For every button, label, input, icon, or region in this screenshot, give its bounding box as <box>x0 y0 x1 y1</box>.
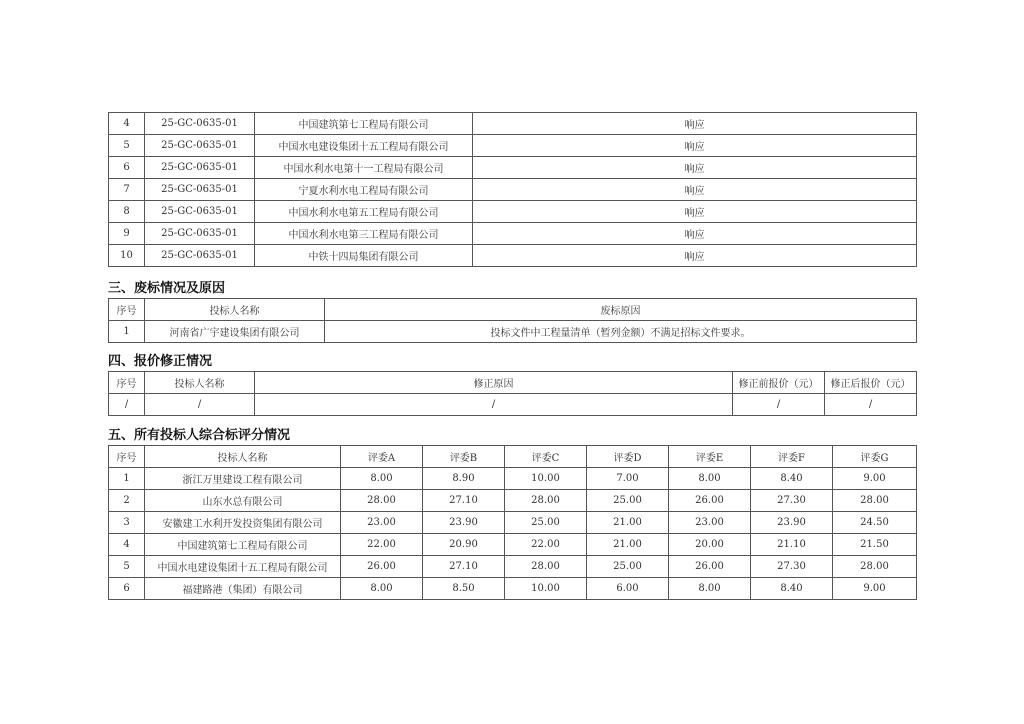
table-cell: 评委C <box>505 446 587 468</box>
table-row <box>109 113 917 135</box>
table-cell: 10 <box>109 245 145 267</box>
table-cell: 1 <box>109 468 145 490</box>
table-cell: 28.00 <box>833 556 917 578</box>
table-cell: 序号 <box>109 299 145 321</box>
table-cell: 20.90 <box>423 534 505 556</box>
table-row <box>109 490 917 512</box>
table-cell: 浙江万里建设工程有限公司 <box>145 468 341 490</box>
table-cell: 投标人名称 <box>145 372 255 394</box>
table-cell: 9.00 <box>833 578 917 600</box>
table-cell: / <box>255 394 733 416</box>
table-cell: 安徽建工水利开发投资集团有限公司 <box>145 512 341 534</box>
table-row <box>109 394 917 416</box>
table-cell: 响应 <box>473 113 917 135</box>
section4-heading: 四、报价修正情况 <box>108 354 213 369</box>
table-row <box>109 468 917 490</box>
table-cell: 评委A <box>341 446 423 468</box>
table-cell: 5 <box>109 135 145 157</box>
price-correction-table-body <box>109 372 917 416</box>
table-cell: 河南省广宇建设集团有限公司 <box>145 321 325 343</box>
table-cell: 中国建筑第七工程局有限公司 <box>145 534 341 556</box>
table-cell: 中国水利水电第十一工程局有限公司 <box>255 157 473 179</box>
table-cell: 评委G <box>833 446 917 468</box>
table-cell: 8.50 <box>423 578 505 600</box>
table-row <box>109 157 917 179</box>
table-cell: 28.00 <box>833 490 917 512</box>
table-cell: 23.00 <box>341 512 423 534</box>
table-cell: 26.00 <box>669 556 751 578</box>
table-cell: 23.90 <box>751 512 833 534</box>
table-cell: 27.30 <box>751 490 833 512</box>
table-cell: 25-GC-0635-01 <box>145 179 255 201</box>
table-cell: 山东水总有限公司 <box>145 490 341 512</box>
table-cell: 25.00 <box>587 556 669 578</box>
table-cell: 5 <box>109 556 145 578</box>
bid-response-table-body <box>109 113 917 267</box>
table-cell: 序号 <box>109 446 145 468</box>
table-cell: 投标文件中工程量清单（暂列金额）不满足招标文件要求。 <box>325 321 917 343</box>
table-cell: 评委E <box>669 446 751 468</box>
table-cell: 25-GC-0635-01 <box>145 223 255 245</box>
disqualified-table-body <box>109 299 917 343</box>
table-cell: 7 <box>109 179 145 201</box>
table-cell: 响应 <box>473 245 917 267</box>
table-cell: 4 <box>109 113 145 135</box>
table-row <box>109 201 917 223</box>
table-cell: 22.00 <box>341 534 423 556</box>
table-cell: 8.00 <box>669 468 751 490</box>
table-cell: 8.00 <box>669 578 751 600</box>
table-cell: 修正前报价（元） <box>733 372 825 394</box>
table-cell: 投标人名称 <box>145 299 325 321</box>
table-row <box>109 556 917 578</box>
disqualified-table <box>108 298 917 343</box>
table-cell: 6 <box>109 157 145 179</box>
table-cell: 21.00 <box>587 534 669 556</box>
table-cell: 响应 <box>473 223 917 245</box>
table-cell: 22.00 <box>505 534 587 556</box>
table-cell: 修正后报价（元） <box>825 372 917 394</box>
price-correction-table <box>108 371 917 416</box>
table-cell: 26.00 <box>669 490 751 512</box>
table-cell: 评委D <box>587 446 669 468</box>
scoring-table-body <box>109 446 917 600</box>
table-cell: 响应 <box>473 179 917 201</box>
table-cell: 2 <box>109 490 145 512</box>
table-cell: 25.00 <box>587 490 669 512</box>
section3-heading: 三、废标情况及原因 <box>108 281 226 296</box>
table-cell: 10.00 <box>505 468 587 490</box>
table-cell: 中国水利水电第五工程局有限公司 <box>255 201 473 223</box>
table-cell: 响应 <box>473 157 917 179</box>
table-cell: 中国水利水电第三工程局有限公司 <box>255 223 473 245</box>
table-cell: 25-GC-0635-01 <box>145 201 255 223</box>
table-cell: 中国建筑第七工程局有限公司 <box>255 113 473 135</box>
table-cell: 25-GC-0635-01 <box>145 135 255 157</box>
table-row <box>109 534 917 556</box>
table-row <box>109 321 917 343</box>
table-cell: 7.00 <box>587 468 669 490</box>
section5-heading: 五、所有投标人综合标评分情况 <box>108 428 291 443</box>
table-cell: 序号 <box>109 372 145 394</box>
table-cell: 8.40 <box>751 578 833 600</box>
table-cell: 28.00 <box>341 490 423 512</box>
table-cell: 中铁十四局集团有限公司 <box>255 245 473 267</box>
table-cell: 评委B <box>423 446 505 468</box>
table-row <box>109 223 917 245</box>
table-row <box>109 245 917 267</box>
table-cell: / <box>145 394 255 416</box>
table-cell: 28.00 <box>505 556 587 578</box>
bid-response-table <box>108 112 917 267</box>
table-cell: 24.50 <box>833 512 917 534</box>
table-cell: 25-GC-0635-01 <box>145 157 255 179</box>
table-cell: 响应 <box>473 201 917 223</box>
table-cell: 23.90 <box>423 512 505 534</box>
table-cell: 20.00 <box>669 534 751 556</box>
table-cell: 8.00 <box>341 468 423 490</box>
table-cell: 废标原因 <box>325 299 917 321</box>
table-cell: 8.90 <box>423 468 505 490</box>
table-cell: 25.00 <box>505 512 587 534</box>
table-cell: / <box>109 394 145 416</box>
table-cell: 福建路港（集团）有限公司 <box>145 578 341 600</box>
table-cell: 修正原因 <box>255 372 733 394</box>
table-row <box>109 512 917 534</box>
table-cell: 27.10 <box>423 556 505 578</box>
table-cell: 25-GC-0635-01 <box>145 245 255 267</box>
table-header-row <box>109 299 917 321</box>
table-cell: 21.00 <box>587 512 669 534</box>
table-cell: 27.30 <box>751 556 833 578</box>
table-cell: / <box>733 394 825 416</box>
table-cell: 宁夏水利水电工程局有限公司 <box>255 179 473 201</box>
table-cell: 9.00 <box>833 468 917 490</box>
table-cell: 4 <box>109 534 145 556</box>
table-header-row <box>109 372 917 394</box>
table-cell: 25-GC-0635-01 <box>145 113 255 135</box>
table-cell: 中国水电建设集团十五工程局有限公司 <box>255 135 473 157</box>
table-cell: 8.00 <box>341 578 423 600</box>
table-cell: 28.00 <box>505 490 587 512</box>
table-cell: 中国水电建设集团十五工程局有限公司 <box>145 556 341 578</box>
table-cell: 6.00 <box>587 578 669 600</box>
table-cell: 8 <box>109 201 145 223</box>
table-row <box>109 179 917 201</box>
table-cell: 21.10 <box>751 534 833 556</box>
table-cell: 投标人名称 <box>145 446 341 468</box>
table-cell: 21.50 <box>833 534 917 556</box>
table-cell: 8.40 <box>751 468 833 490</box>
table-header-row <box>109 446 917 468</box>
table-cell: 6 <box>109 578 145 600</box>
table-cell: 27.10 <box>423 490 505 512</box>
scoring-table <box>108 445 917 600</box>
table-cell: 响应 <box>473 135 917 157</box>
table-cell: 26.00 <box>341 556 423 578</box>
table-cell: 3 <box>109 512 145 534</box>
table-cell: 10.00 <box>505 578 587 600</box>
table-cell: / <box>825 394 917 416</box>
table-row <box>109 135 917 157</box>
table-cell: 评委F <box>751 446 833 468</box>
table-cell: 23.00 <box>669 512 751 534</box>
table-cell: 9 <box>109 223 145 245</box>
table-row <box>109 578 917 600</box>
table-cell: 1 <box>109 321 145 343</box>
